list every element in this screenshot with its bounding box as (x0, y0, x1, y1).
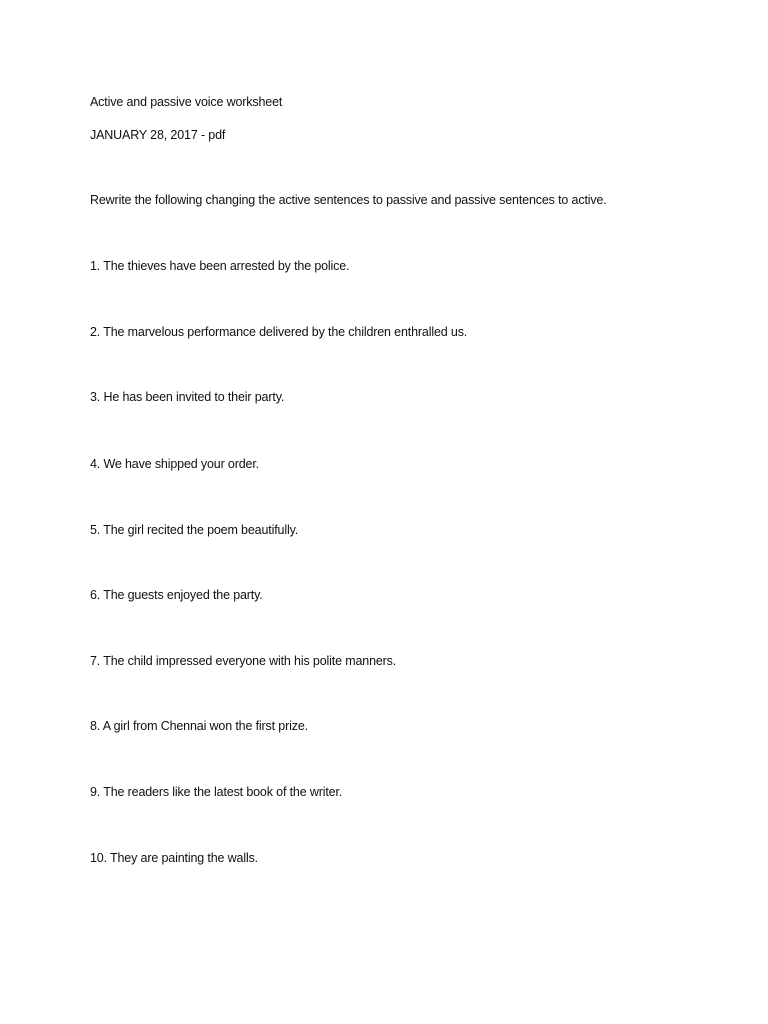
question-item: 1. The thieves have been arrested by the police. (90, 259, 350, 273)
question-item: 3. He has been invited to their party. (90, 390, 285, 404)
instruction-text: Rewrite the following changing the active sentences to passive and passive sentences to active. (90, 193, 607, 207)
document-title: Active and passive voice worksheet (90, 95, 283, 109)
document-date: JANUARY 28, 2017 - pdf (90, 128, 226, 142)
question-item: 10. They are painting the walls. (90, 851, 258, 865)
question-item: 5. The girl recited the poem beautifully. (90, 523, 299, 537)
question-item: 7. The child impressed everyone with his polite manners. (90, 654, 397, 668)
question-item: 2. The marvelous performance delivered by the children enthralled us. (90, 325, 468, 339)
question-item: 9. The readers like the latest book of the writer. (90, 785, 343, 799)
question-item: 6. The guests enjoyed the party. (90, 588, 263, 602)
question-item: 8. A girl from Chennai won the first prize. (90, 719, 308, 733)
question-item: 4. We have shipped your order. (90, 457, 259, 471)
